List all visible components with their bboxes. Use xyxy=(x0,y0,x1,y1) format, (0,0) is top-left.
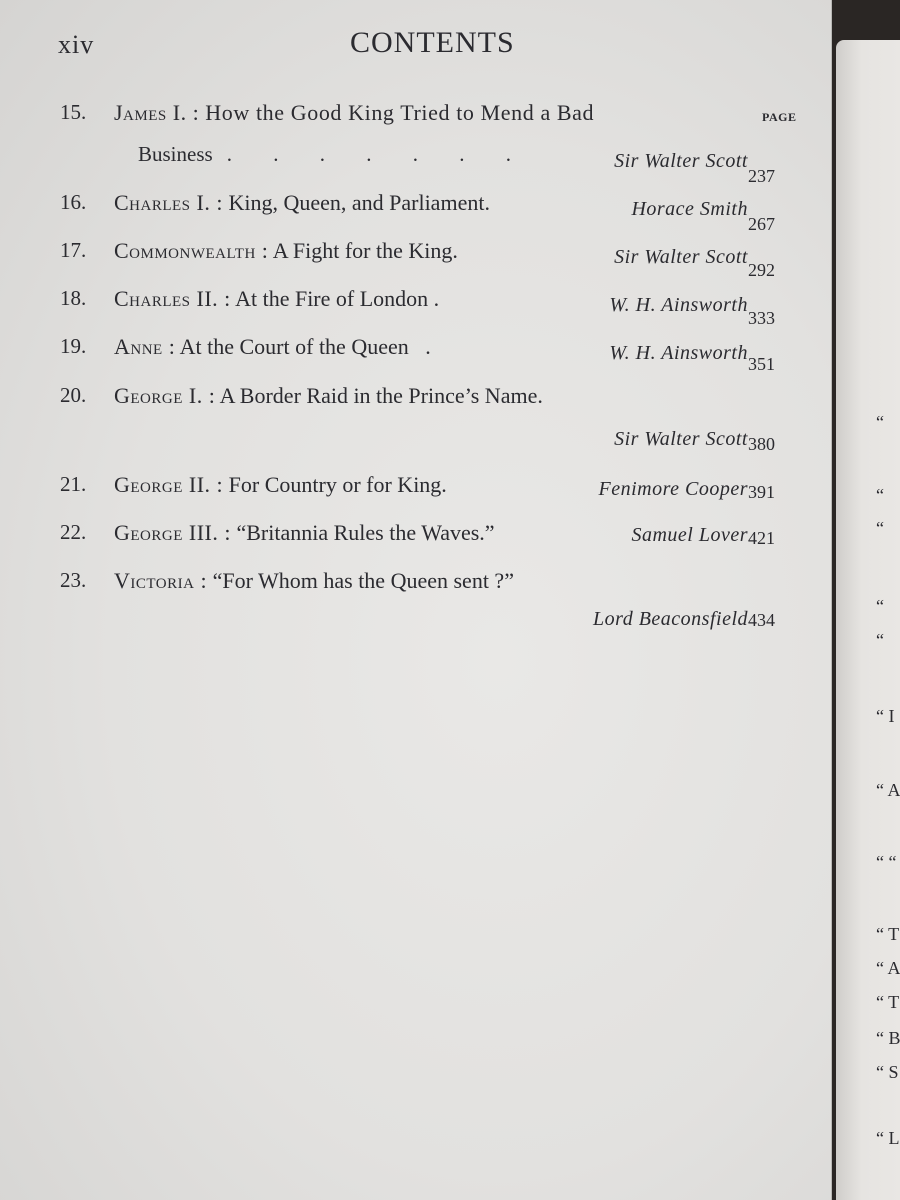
facing-page-edge xyxy=(836,40,900,1200)
entry-author: Samuel Lover xyxy=(631,524,748,546)
contents-entry xyxy=(60,334,800,374)
entry-title-line xyxy=(114,238,458,264)
entry-reign: George II. : xyxy=(114,472,224,497)
entry-reign: Charles II. : xyxy=(114,286,231,311)
entry-page-number: 267 xyxy=(748,214,775,234)
entry-author: W. H. Ainsworth xyxy=(609,342,748,364)
entry-title-line xyxy=(114,383,543,409)
contents-entry xyxy=(60,568,800,648)
folio-number: xiv xyxy=(58,30,95,59)
entry-reign: James I. : xyxy=(114,100,200,125)
entry-reign: George III. : xyxy=(114,520,231,545)
entry-title-line xyxy=(114,568,514,594)
entry-number: 17. xyxy=(60,238,87,262)
entry-page-number: 434 xyxy=(748,610,775,630)
entry-reign: Anne : xyxy=(114,334,176,359)
entry-title: “For Whom has the Queen sent ?” xyxy=(212,568,514,593)
facing-page-fragment: “ B xyxy=(876,1028,900,1048)
entry-number: 20. xyxy=(60,383,87,407)
entry-reign: Charles I. : xyxy=(114,190,223,215)
contents-entry xyxy=(60,238,800,278)
facing-page-fragment: “ I xyxy=(876,706,895,726)
contents-entry xyxy=(60,520,800,560)
facing-page-fragment: “ “ xyxy=(876,852,897,872)
contents-entry xyxy=(60,286,800,326)
entry-reign: Victoria : xyxy=(114,568,208,593)
facing-page-fragment: “ xyxy=(876,518,884,538)
facing-page-fragment: “ xyxy=(876,596,884,616)
entry-number: 18. xyxy=(60,286,87,310)
entry-page-number: 421 xyxy=(748,528,775,548)
entry-title: At the Court of the Queen . xyxy=(179,334,431,359)
entry-number: 23. xyxy=(60,568,87,592)
entry-reign: Commonwealth : xyxy=(114,238,269,263)
entry-page-number: 380 xyxy=(748,434,775,454)
entry-title: At the Fire of London . xyxy=(235,286,440,311)
facing-page-fragment: “ xyxy=(876,485,884,505)
contents-entry xyxy=(60,383,800,463)
contents-entry xyxy=(60,472,800,512)
entry-number: 19. xyxy=(60,334,87,358)
entry-page-number: 351 xyxy=(748,354,775,374)
facing-page-fragment: “ xyxy=(876,630,884,650)
entry-author: Sir Walter Scott xyxy=(614,150,748,172)
entry-number: 15. xyxy=(60,100,87,124)
entry-title: A Border Raid in the Prince’s Name. xyxy=(219,383,543,408)
entry-page-number: 237 xyxy=(748,166,775,186)
entry-author: Fenimore Cooper xyxy=(598,478,748,500)
entry-reign: George I. : xyxy=(114,383,216,408)
entry-title: “Britannia Rules the Waves.” xyxy=(236,520,495,545)
entry-author: Sir Walter Scott xyxy=(614,246,748,268)
entry-page-number: 292 xyxy=(748,260,775,280)
entry-title-line xyxy=(114,286,439,312)
entry-author: Sir Walter Scott xyxy=(614,428,748,450)
entry-title-line xyxy=(114,100,594,126)
facing-page-fragment: “ xyxy=(876,412,884,432)
entry-title: A Fight for the King. xyxy=(272,238,458,263)
facing-page-fragment: “ T xyxy=(876,924,900,944)
entry-author: W. H. Ainsworth xyxy=(609,294,748,316)
entry-number: 22. xyxy=(60,520,87,544)
page-title: CONTENTS xyxy=(350,26,515,59)
entry-title: For Country or for King. xyxy=(228,472,447,497)
page-column-label: PAGE xyxy=(762,110,797,124)
entry-title-continuation: Business . . . . . . . xyxy=(138,142,529,166)
facing-page-fragment: “ T xyxy=(876,992,900,1012)
entry-page-number: 391 xyxy=(748,482,775,502)
facing-page-fragment: “ S xyxy=(876,1062,899,1082)
contents-entry xyxy=(60,100,800,190)
entry-number: 21. xyxy=(60,472,87,496)
entry-title: How the Good King Tried to Mend a Bad xyxy=(205,100,595,125)
entry-author: Lord Beaconsfield xyxy=(593,608,748,630)
entry-title-line xyxy=(114,472,447,498)
contents-entry xyxy=(60,190,800,234)
entry-title-line xyxy=(114,520,495,546)
entry-title-line xyxy=(114,190,490,216)
entry-title-line xyxy=(114,334,431,360)
facing-page-fragment: “ L xyxy=(876,1128,900,1148)
entry-author: Horace Smith xyxy=(631,198,748,220)
entry-page-number: 333 xyxy=(748,308,775,328)
facing-page-fragment: “ A xyxy=(876,780,900,800)
entry-title: King, Queen, and Parliament. xyxy=(228,190,490,215)
entry-number: 16. xyxy=(60,190,87,214)
facing-page-fragment: “ A xyxy=(876,958,900,978)
